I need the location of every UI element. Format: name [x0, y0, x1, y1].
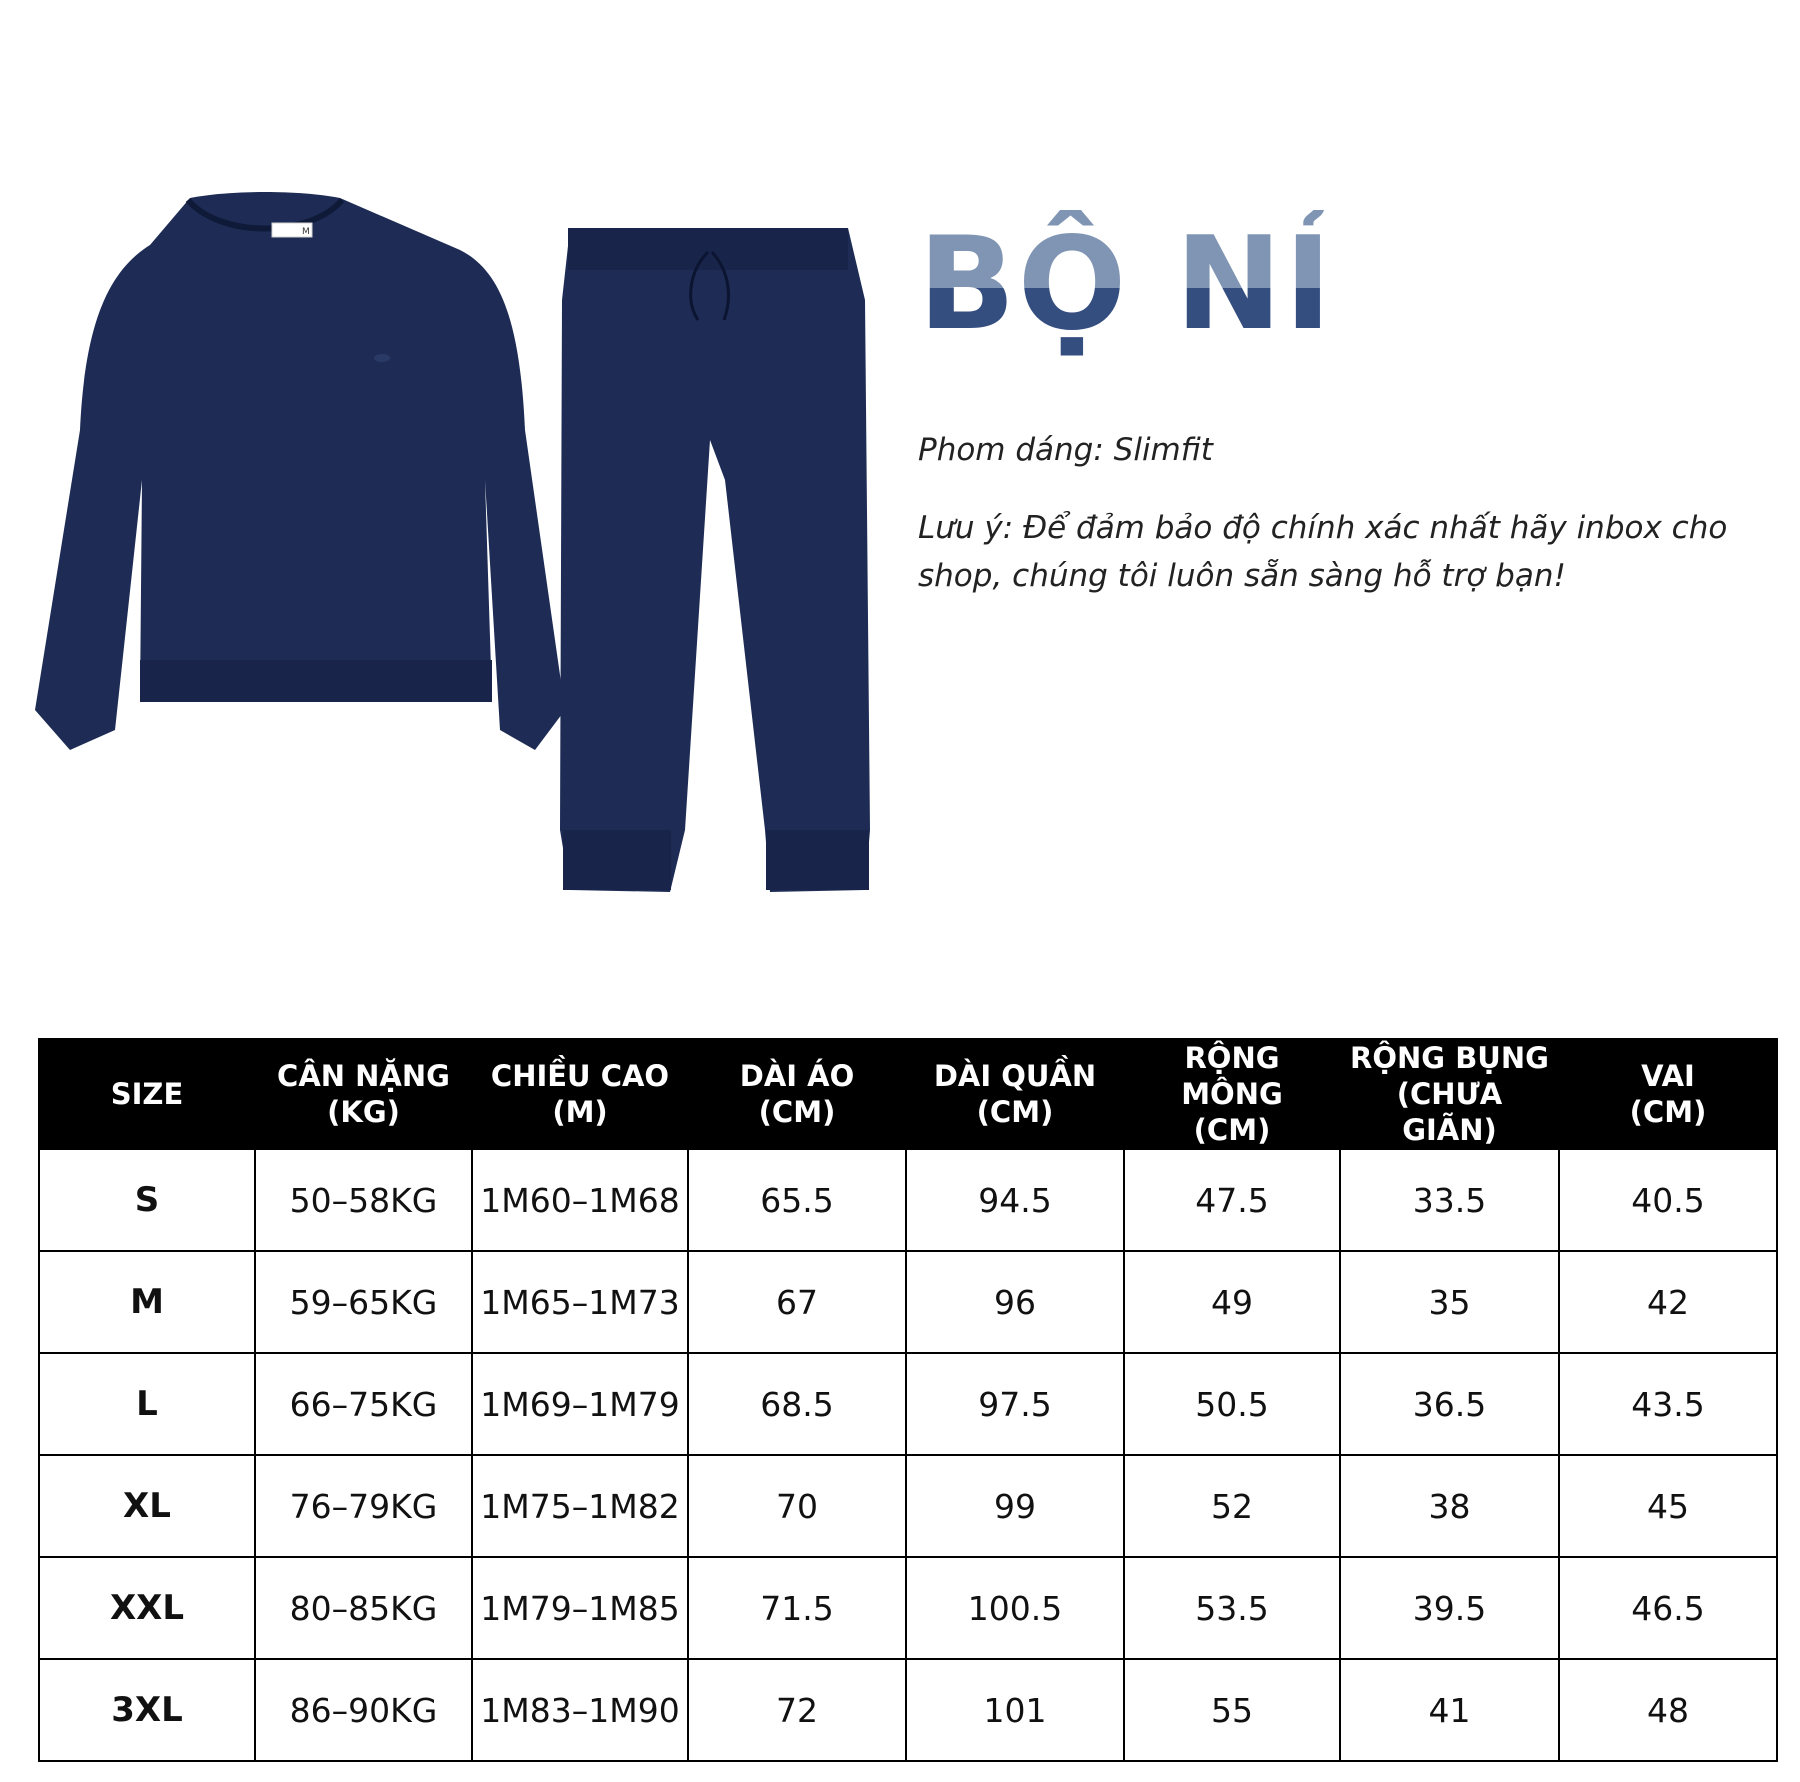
table-row	[39, 1557, 1777, 1659]
header-hip-width: RỘNG MÔNG (CM)	[1124, 1039, 1340, 1149]
header-pants-length: DÀI QUẦN (CM)	[906, 1039, 1124, 1149]
hip-width-cell: 55	[1124, 1659, 1340, 1761]
size-cell: XL	[39, 1455, 255, 1557]
shirt-length-cell: 68.5	[688, 1353, 906, 1455]
waist-width-cell: 39.5	[1340, 1557, 1559, 1659]
weight-cell: 50–58KG	[255, 1149, 472, 1251]
hip-width-cell: 47.5	[1124, 1149, 1340, 1251]
shoulder-cell: 48	[1559, 1659, 1777, 1761]
table-row	[39, 1149, 1777, 1251]
weight-cell: 76–79KG	[255, 1455, 472, 1557]
shirt-length-cell: 67	[688, 1251, 906, 1353]
table-row	[39, 1659, 1777, 1761]
table-row	[39, 1353, 1777, 1455]
size-cell: S	[39, 1149, 255, 1251]
header-weight: CÂN NẶNG (KG)	[255, 1039, 472, 1149]
height-cell: 1M83–1M90	[472, 1659, 688, 1761]
shoulder-cell: 43.5	[1559, 1353, 1777, 1455]
height-cell: 1M79–1M85	[472, 1557, 688, 1659]
header-shoulder: VAI (CM)	[1559, 1039, 1777, 1149]
weight-cell: 59–65KG	[255, 1251, 472, 1353]
height-cell: 1M60–1M68	[472, 1149, 688, 1251]
weight-cell: 86–90KG	[255, 1659, 472, 1761]
height-cell: 1M75–1M82	[472, 1455, 688, 1557]
pants-length-cell: 99	[906, 1455, 1124, 1557]
hip-width-cell: 49	[1124, 1251, 1340, 1353]
pants-length-cell: 96	[906, 1251, 1124, 1353]
product-images	[30, 190, 910, 910]
pants-length-cell: 94.5	[906, 1149, 1124, 1251]
header-shirt-length: DÀI ÁO (CM)	[688, 1039, 906, 1149]
table-row	[39, 1251, 1777, 1353]
table-row	[39, 1455, 1777, 1557]
shirt-length-cell: 71.5	[688, 1557, 906, 1659]
waist-width-cell: 38	[1340, 1455, 1559, 1557]
shoulder-cell: 40.5	[1559, 1149, 1777, 1251]
hip-width-cell: 53.5	[1124, 1557, 1340, 1659]
header-height: CHIỀU CAO (M)	[472, 1039, 688, 1149]
garments-illustration	[30, 190, 910, 910]
pants-length-cell: 97.5	[906, 1353, 1124, 1455]
size-cell: XXL	[39, 1557, 255, 1659]
shirt-length-cell: 70	[688, 1455, 906, 1557]
waist-width-cell: 35	[1340, 1251, 1559, 1353]
sweatshirt-image	[35, 192, 565, 750]
size-cell: M	[39, 1251, 255, 1353]
product-title: BỘ NỈ	[918, 210, 1334, 359]
pants-image	[560, 228, 870, 892]
shirt-length-cell: 65.5	[688, 1149, 906, 1251]
size-chart-table	[38, 1038, 1778, 1762]
header-waist-width: RỘNG BỤNG (CHƯA GIÃN)	[1340, 1039, 1559, 1149]
size-cell: L	[39, 1353, 255, 1455]
hip-width-cell: 50.5	[1124, 1353, 1340, 1455]
waist-width-cell: 33.5	[1340, 1149, 1559, 1251]
hip-width-cell: 52	[1124, 1455, 1340, 1557]
shoulder-cell: 42	[1559, 1251, 1777, 1353]
weight-cell: 80–85KG	[255, 1557, 472, 1659]
shoulder-cell: 46.5	[1559, 1557, 1777, 1659]
pants-length-cell: 100.5	[906, 1557, 1124, 1659]
size-tag-label: M	[302, 227, 310, 237]
waist-width-cell: 41	[1340, 1659, 1559, 1761]
waist-width-cell: 36.5	[1340, 1353, 1559, 1455]
pants-length-cell: 101	[906, 1659, 1124, 1761]
height-cell: 1M69–1M79	[472, 1353, 688, 1455]
size-chart-header-row	[39, 1039, 1777, 1149]
shoulder-cell: 45	[1559, 1455, 1777, 1557]
shirt-length-cell: 72	[688, 1659, 906, 1761]
contact-note: Lưu ý: Để đảm bảo độ chính xác nhất hãy inbox cho shop, chúng tôi luôn sẵn sàng hỗ trợ bạn!	[918, 510, 1728, 594]
header-size: SIZE	[39, 1039, 255, 1149]
size-cell: 3XL	[39, 1659, 255, 1761]
weight-cell: 66–75KG	[255, 1353, 472, 1455]
height-cell: 1M65–1M73	[472, 1251, 688, 1353]
fit-description: Phom dáng: Slimfit	[918, 432, 1213, 468]
